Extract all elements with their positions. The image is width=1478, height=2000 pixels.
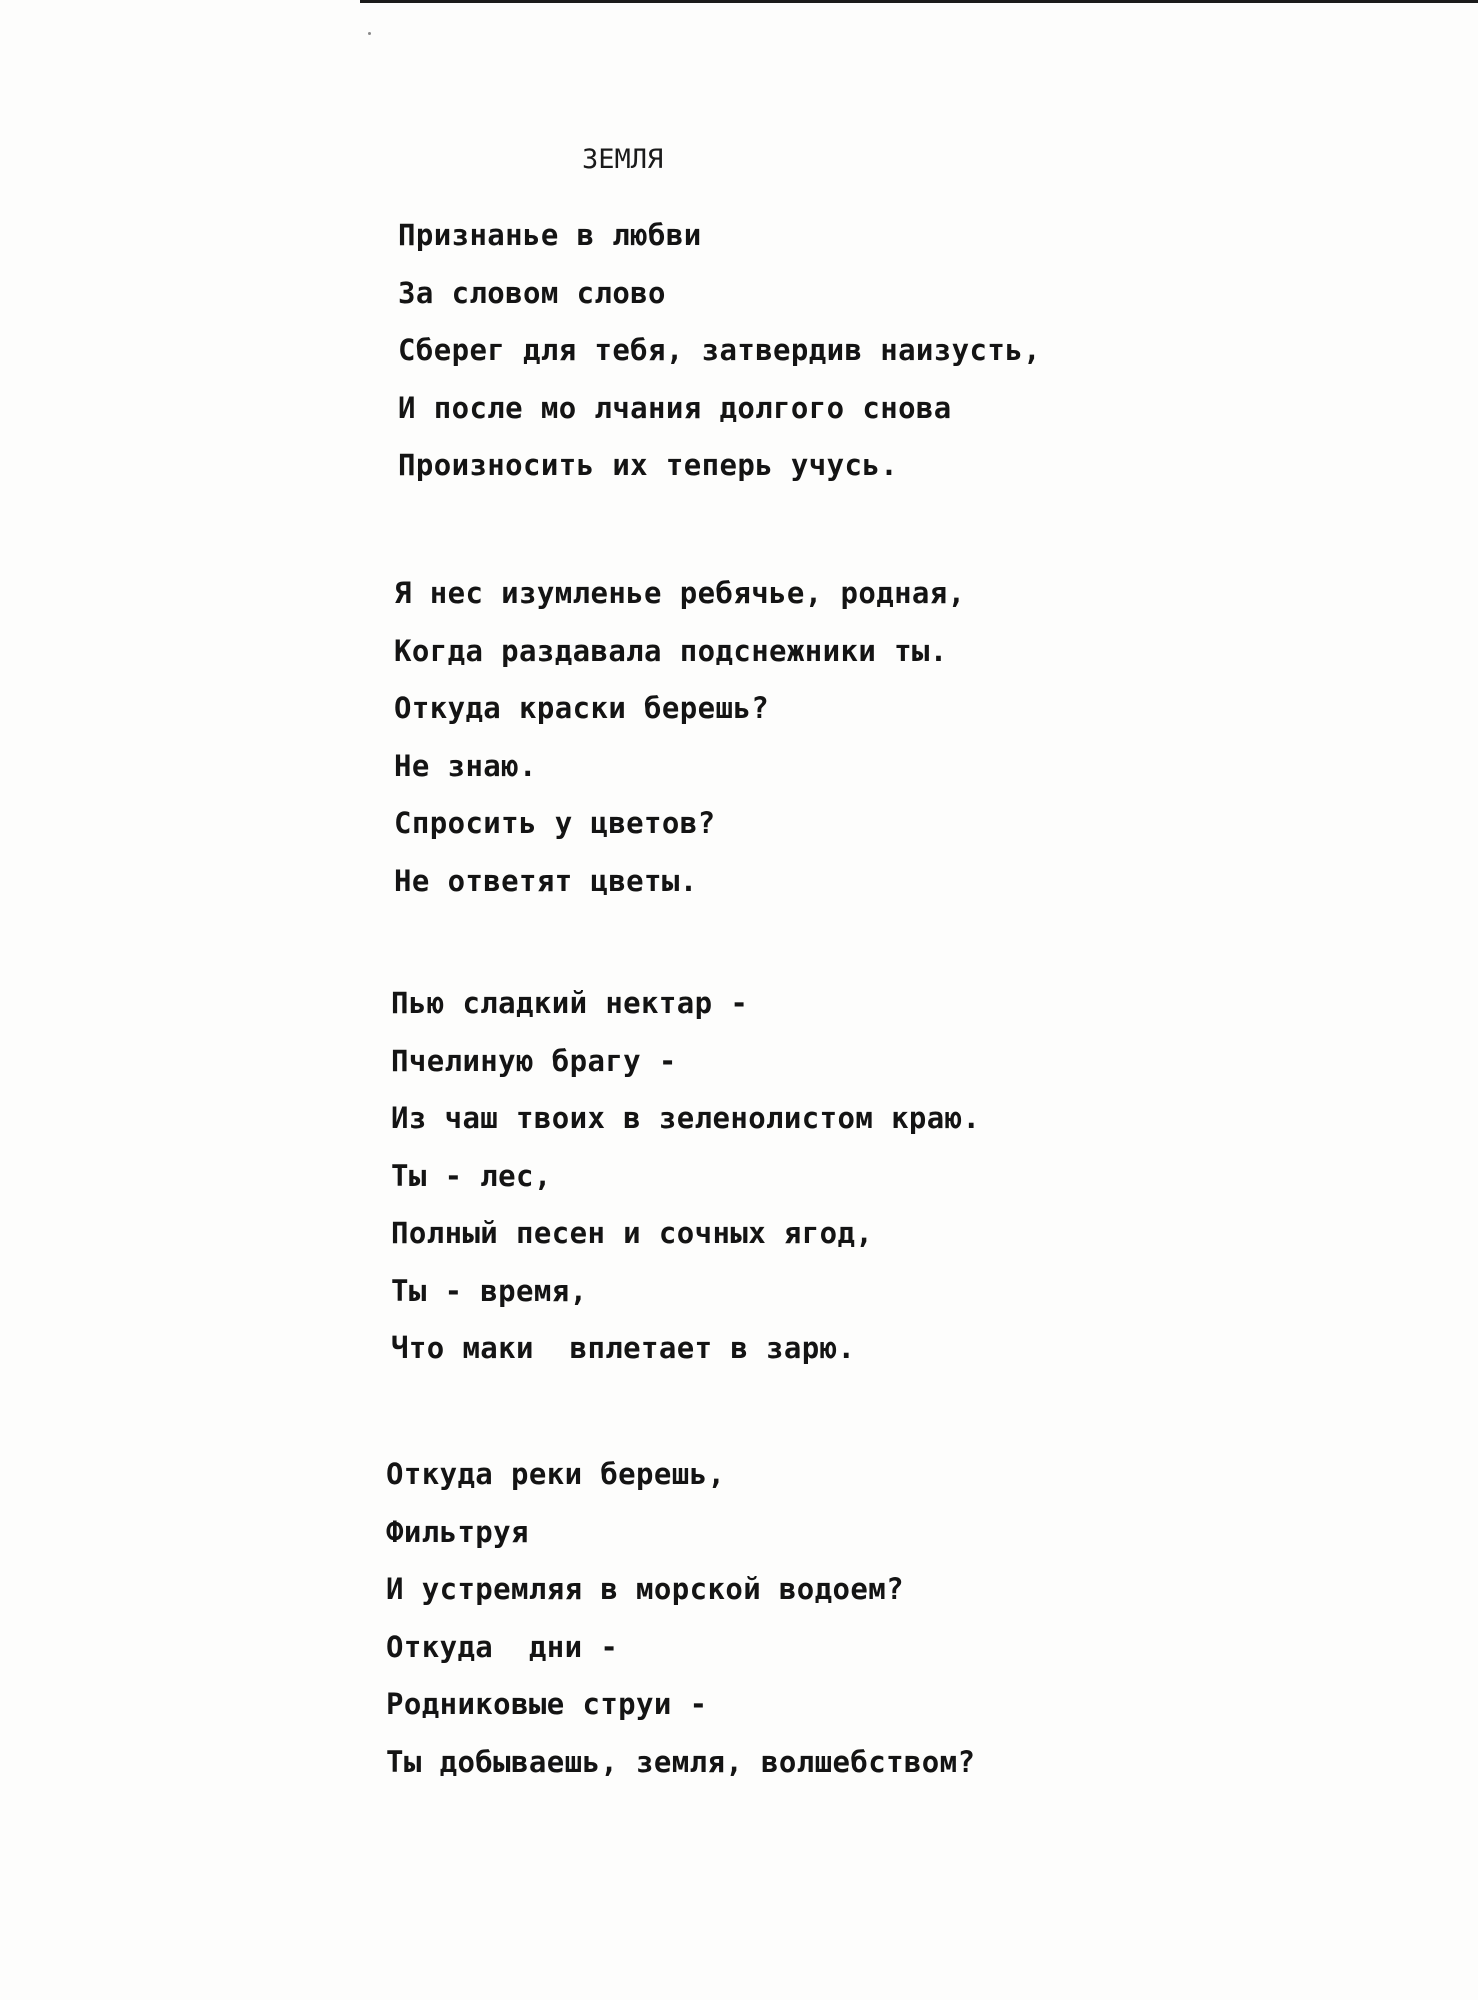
poem-line: Произносить их теперь учусь.: [398, 448, 899, 482]
poem-line: Откуда дни -: [386, 1629, 619, 1664]
poem-line: Родниковые струи -: [386, 1687, 708, 1721]
poem-line: Признанье в любви: [398, 218, 702, 252]
stanza-1: [398, 207, 1041, 495]
poem-line: Что маки вплетает в зарю.: [391, 1331, 856, 1365]
poem-line: Откуда реки берешь,: [386, 1457, 726, 1491]
poem-line: Сберег для тебя, затвердив наизусть,: [398, 333, 1041, 367]
poem-line: Не знаю.: [394, 748, 537, 783]
poem-line: Я нес изумленье ребячье, родная,: [394, 576, 966, 610]
stanza-4: [386, 1446, 975, 1791]
poem-line: Не ответят цветы.: [394, 863, 698, 898]
poem-line: Пью сладкий нектар -: [391, 986, 749, 1020]
poem-line: Ты - лес,: [391, 1158, 552, 1193]
poem-line: За словом слово: [398, 275, 666, 310]
stanza-3: [391, 975, 980, 1378]
stanza-2: [394, 565, 966, 910]
poem-line: Ты добываешь, земля, волшебством?: [386, 1744, 976, 1779]
poem-title: ЗЕМЛЯ: [582, 144, 664, 175]
poem-line: Пчелиную брагу -: [391, 1043, 677, 1078]
poem-line: И после мо лчания долгого снова: [398, 390, 952, 425]
poem-line: Спросить у цветов?: [394, 806, 716, 840]
poem-line: Полный песен и сочных ягод,: [391, 1216, 874, 1250]
poem-line: Ты - время,: [391, 1273, 588, 1308]
page-edge-shadow: [360, 0, 1478, 3]
poem-line: Из чаш твоих в зеленолистом краю.: [391, 1101, 981, 1135]
poem-line: Фильтруя: [386, 1514, 529, 1549]
poem-line: Откуда краски берешь?: [394, 691, 770, 725]
paper-speck: [368, 32, 371, 35]
poem-line: Когда раздавала подснежники ты.: [394, 633, 948, 668]
poem-line: И устремляя в морской водоем?: [386, 1572, 904, 1606]
